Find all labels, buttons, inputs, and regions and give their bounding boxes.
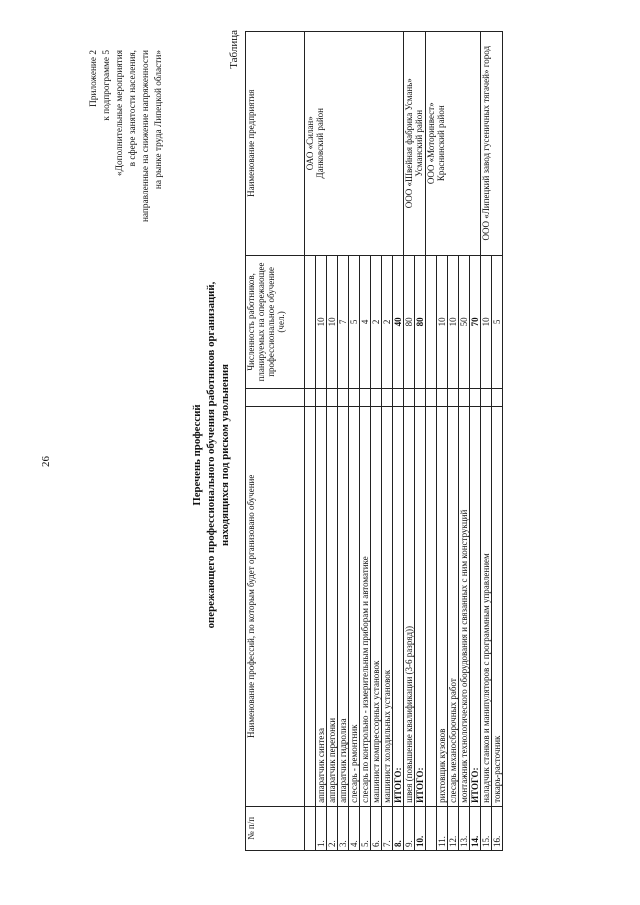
- enterprise-line: ООО «Моторинвест»: [426, 102, 436, 185]
- row-number: 8.: [393, 806, 404, 850]
- row-number: 16.: [492, 806, 503, 850]
- row-number: 2.: [327, 806, 338, 850]
- enterprise-line: Краснинский район: [436, 105, 446, 182]
- row-spacer: [360, 389, 371, 406]
- title-line: опережающего профессионального обучения работников организаций,: [205, 281, 217, 629]
- row-spacer: [316, 389, 327, 406]
- enterprise-cell: [481, 32, 503, 256]
- row-number: 3.: [338, 806, 349, 850]
- profession-name: [426, 406, 437, 806]
- row-number: 1.: [316, 806, 327, 850]
- row-spacer: [448, 389, 459, 406]
- profession-name: ИТОГО:: [470, 406, 481, 806]
- row-spacer: [415, 389, 426, 406]
- row-spacer: [371, 389, 382, 406]
- profession-name: [305, 406, 316, 806]
- table-row: [404, 32, 415, 851]
- enterprise-line: ООО «Швейная фабрика Усмань»: [404, 78, 414, 209]
- title-line: находящихся под риском увольнения: [219, 363, 231, 547]
- appendix-line: к подпрограмме 5: [102, 50, 112, 121]
- enterprise-cell: [404, 32, 426, 256]
- row-spacer: [481, 389, 492, 406]
- worker-count: 80: [404, 255, 415, 389]
- profession-name: токарь-расточник: [492, 406, 503, 806]
- row-number: [426, 806, 437, 850]
- professions-table: [245, 31, 503, 851]
- worker-count: 10: [437, 255, 448, 389]
- worker-count: 10: [316, 255, 327, 389]
- table-row: [426, 32, 437, 851]
- row-number: 6.: [371, 806, 382, 850]
- row-number: [305, 806, 316, 850]
- row-number: 4.: [349, 806, 360, 850]
- profession-name: аппаратчик перегонки: [327, 406, 338, 806]
- enterprise-line: ОАО «Силан»: [305, 116, 315, 171]
- worker-count: 40: [393, 255, 404, 389]
- row-spacer: [437, 389, 448, 406]
- worker-count: [305, 255, 316, 389]
- worker-count: [426, 255, 437, 389]
- profession-name: ИТОГО:: [415, 406, 426, 806]
- row-number: 14.: [470, 806, 481, 850]
- row-spacer: [470, 389, 481, 406]
- profession-name: наладчик станков и манипуляторов с программным управлением: [481, 406, 492, 806]
- appendix-line: направленные на снижение напряженности: [141, 50, 151, 223]
- row-spacer: [338, 389, 349, 406]
- row-spacer: [305, 389, 316, 406]
- header-enterprise: Наименование предприятия: [246, 32, 305, 256]
- worker-count: 10: [327, 255, 338, 389]
- profession-name: монтажник технологического оборудования и связанных с ним конструкций: [459, 406, 470, 806]
- row-spacer: [393, 389, 404, 406]
- worker-count: 50: [459, 255, 470, 389]
- worker-count: 80: [415, 255, 426, 389]
- worker-count: 10: [481, 255, 492, 389]
- row-number: 9.: [404, 806, 415, 850]
- appendix-line: Приложение 2: [89, 50, 99, 107]
- row-number: 13.: [459, 806, 470, 850]
- profession-name: швея (повышение квалификации (3-6 разряд)): [404, 406, 415, 806]
- enterprise-line: Усманский район: [414, 109, 424, 177]
- table-label: Таблица: [228, 30, 240, 69]
- worker-count: 70: [470, 255, 481, 389]
- table-row: [305, 32, 316, 851]
- table-header-row: [246, 32, 305, 851]
- row-number: 12.: [448, 806, 459, 850]
- title-line: Перечень профессий: [191, 404, 203, 506]
- row-number: 15.: [481, 806, 492, 850]
- worker-count: 7: [338, 255, 349, 389]
- table-row: [481, 32, 492, 851]
- profession-name: рихтовщик кузовов: [437, 406, 448, 806]
- row-number: 11.: [437, 806, 448, 850]
- worker-count: 2: [371, 255, 382, 389]
- header-profession: Наименование профессий, по которым будет организовано обучение: [246, 406, 305, 806]
- row-number: 10.: [415, 806, 426, 850]
- worker-count: 4: [360, 255, 371, 389]
- row-spacer: [459, 389, 470, 406]
- row-spacer: [492, 389, 503, 406]
- worker-count: 2: [382, 255, 393, 389]
- enterprise-cell: [426, 32, 481, 256]
- appendix-header: [88, 50, 166, 370]
- row-number: 7.: [382, 806, 393, 850]
- row-number: 5.: [360, 806, 371, 850]
- profession-name: слесарь по контрольно - измерительным приборам и автоматике: [360, 406, 371, 806]
- row-spacer: [349, 389, 360, 406]
- enterprise-line: Данковский район: [315, 108, 325, 179]
- profession-name: машинист компрессорных установок: [371, 406, 382, 806]
- row-spacer: [426, 389, 437, 406]
- profession-name: машинист холодильных установок: [382, 406, 393, 806]
- profession-name: аппаратчик синтеза: [316, 406, 327, 806]
- header-num: № п/п: [246, 806, 305, 850]
- row-spacer: [404, 389, 415, 406]
- enterprise-line: ООО «Липецкий завод гусеничных тягачей» город: [481, 45, 491, 241]
- profession-name: аппаратчик гидролиза: [338, 406, 349, 806]
- profession-name: ИТОГО:: [393, 406, 404, 806]
- profession-name: слесарь - ремонтник: [349, 406, 360, 806]
- header-spacer: [246, 389, 305, 406]
- row-spacer: [382, 389, 393, 406]
- appendix-line: «Дополнительные мероприятия: [115, 50, 125, 176]
- worker-count: 5: [349, 255, 360, 389]
- page-number: 26: [40, 456, 52, 467]
- row-spacer: [327, 389, 338, 406]
- appendix-line: в сфере занятости населения,: [128, 50, 138, 167]
- worker-count: 5: [492, 255, 503, 389]
- enterprise-cell: [305, 32, 404, 256]
- worker-count: 10: [448, 255, 459, 389]
- profession-name: слесарь механосборочных работ: [448, 406, 459, 806]
- table-body: [305, 32, 503, 851]
- header-count: Численность работников, планируемых на опережающее профессиональное обучение (чел.): [246, 255, 305, 389]
- appendix-line: на рынке труда Липецкой области»: [154, 50, 164, 190]
- document-title: [190, 105, 232, 805]
